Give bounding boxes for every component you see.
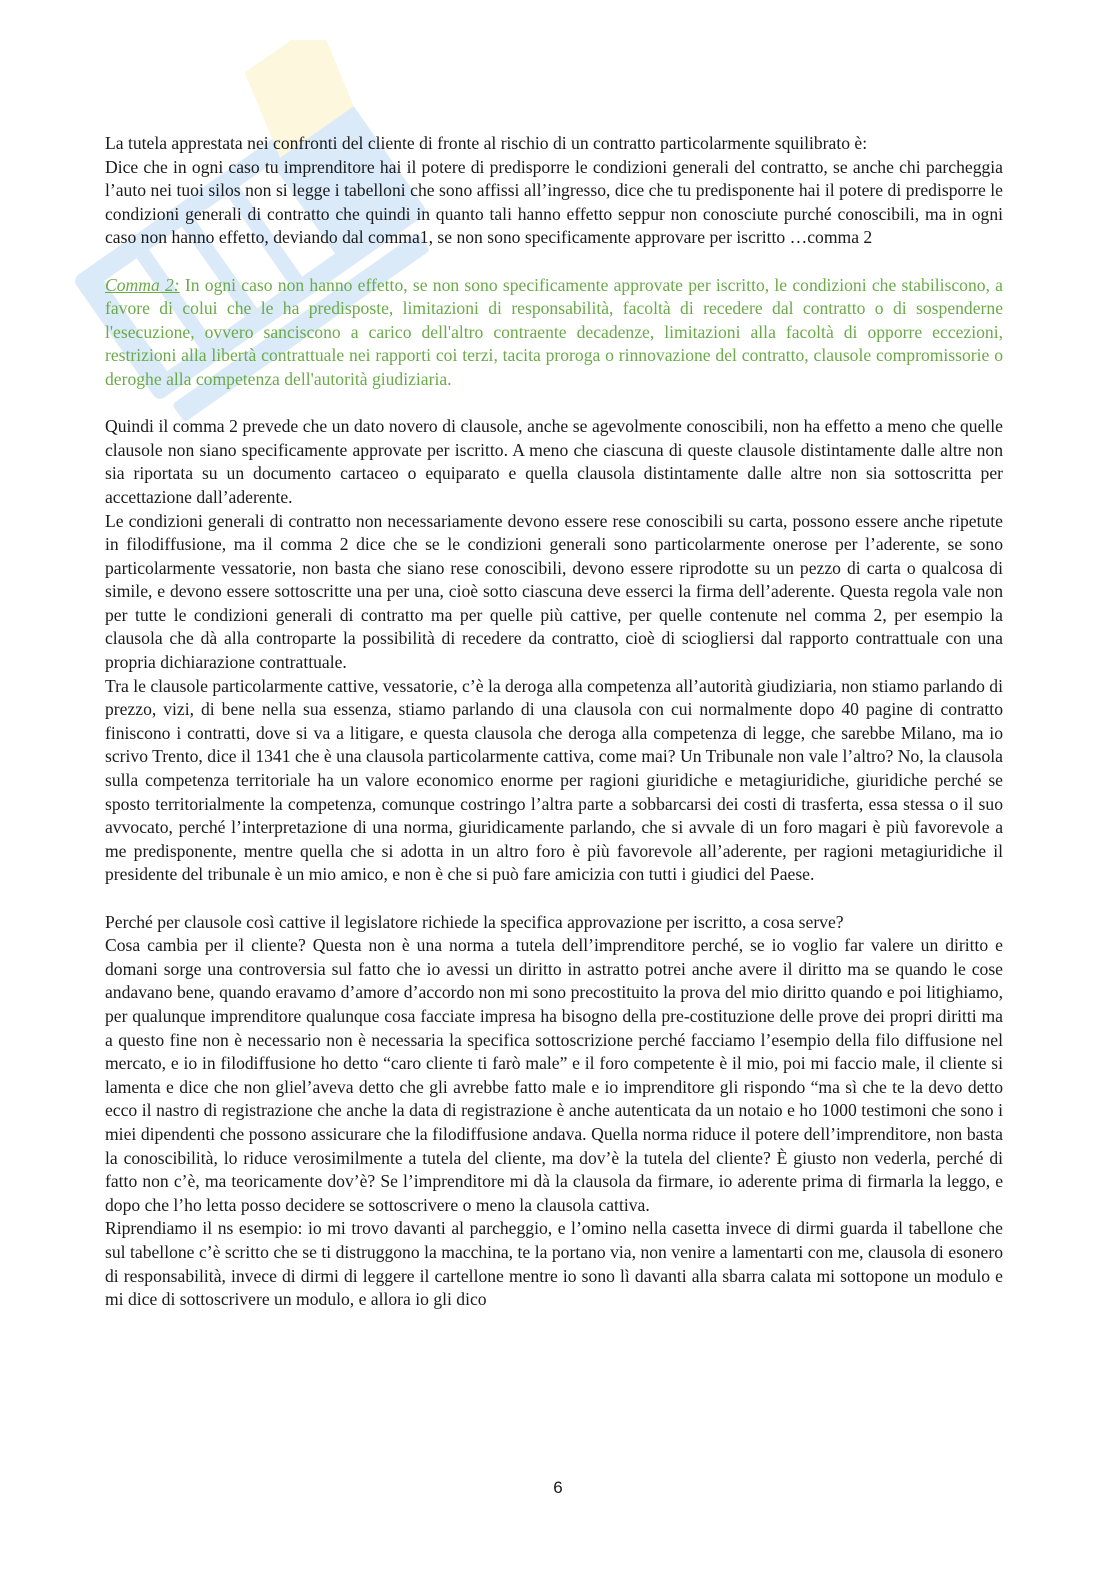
paragraph-general-conditions: Le condizioni generali di contratto non necessariamente devono essere rese conoscibili su carta, possono essere anche ripetute in filodiffusione, ma il comma 2 dice che se le condizioni generali sono particolarmente onerose per l’aderente, se sono particolarmente vessatorie, non basta che siano rese conoscibili, devono essere riprodotte su un pezzo di carta o qualcosa di simile, e devono essere sottoscritte una per una, cioè sotto ciascuna deve esserci la firma dell’aderente. Questa regola vale non per tutte le condizioni generali di contratto ma per quelle più cattive, per quelle contenute nel comma 2, per esempio la clausola che dà alla controparte la possibilità di recedere da contratto, cioè di sciogliersi dal rapporto contrattuale con una propria dichiarazione contrattuale. (105, 510, 1003, 673)
spacer (105, 887, 1003, 911)
paragraph-explanation: Dice che in ogni caso tu imprenditore hai il potere di predisporre le condizioni generali del contratto, se anche chi parcheggia l’auto nei tuoi silos non si legge i tabelloni che sono affissi all’ingresso, dice che tu predisponente hai il potere di predisporre le condizioni generali di contratto che quindi in quanto tali hanno effetto seppur non conosciute purché conoscibili, ma in ogni caso non hanno effetto, deviando dal comma1, se non sono specificamente approvare per iscritto …comma 2 (105, 156, 1003, 248)
comma-2-quote (105, 274, 1003, 392)
paragraph-comma-2-summary: Quindi il comma 2 prevede che un dato novero di clausole, anche se agevolmente conoscibili, non ha effetto a meno che quelle clausole non siano specificamente approvate per iscritto. A meno che ciascuna di queste clausole distintamente dalle altre non sia riportata su un documento cartaceo o equiparato e quella clausola distintamente dalle altre non sia sottoscritta per accettazione dall’aderente. (105, 416, 1003, 507)
paragraph-question: Perché per clausole così cattive il legislatore richiede la specifica approvazione per iscritto, a cosa serve? (105, 911, 844, 932)
page-number: 6 (553, 1478, 563, 1497)
spacer (105, 392, 1003, 416)
paragraph-intro: La tutela apprestata nei confronti del cliente di fronte al rischio di un contratto particolarmente squilibrato è: (105, 133, 868, 153)
paragraph-parking-example: Riprendiamo il ns esempio: io mi trovo davanti al parcheggio, e l’omino nella casetta invece di dirmi guarda il tabellone che sul tabellone c’è scritto che se ti distruggono la macchina, te la portano via, non venire a lamentarti con me, clausola di esonero di responsabilità, invece di dirmi di leggere il cartellone mentre io sono lì davanti alla sbarra calata mi sottopone un modulo e mi dice di sottoscrivere un modulo, e allora io gli dico (105, 1218, 1003, 1310)
comma-2-label: Comma 2: (105, 274, 180, 295)
paragraph-client-protection: Cosa cambia per il cliente? Questa non è una norma a tutela dell’imprenditore perché, se io voglio far valere un diritto e domani sorge una controversia sul fatto che io avessi un diritto in astratto potrei anche avere il diritto ma se quando le cose andavano bene, quando eravamo d’amore d’accordo non mi sono precostituito la prova del mio diritto quando e poi litighiamo, per qualunque imprenditore qualunque cosa facciate impresa ha bisogno della pre-costituzione delle prove dei propri diritti ma a questo fine non è necessario non è necessaria la specifica sottoscrizione perché facciamo l’esempio della filo diffusione nel mercato, e io in filodiffusione ho detto “caro cliente ti farò male” e il foro competente è il mio, poi mi faccio male, il cliente si lamenta e dice che non gliel’aveva detto che gli avrebbe fatto male e io imprenditore gli rispondo “ma sì che te la devo detto ecco il nastro di registrazione che anche la data di registrazione è anche autenticata da un notaio e ho 1000 testimoni che sono i miei dipendenti che possono assicurare che la filodiffusione andava. Quella norma riduce il potere dell’imprenditore, non basta la conoscibilità, lo riduce verosimilmente a tutela del cliente, ma dov’è la tutela del cliente? È giusto non vederla, perché di fatto non c’è, ma teoricamente dov’è? Se l’imprenditore mi dà la clausola da firmare, io aderente prima di firmarla la leggo, e dopo che l’ho letta posso decidere se sottoscrivere o meno la clausola cattiva. (105, 935, 1003, 1215)
paragraph-vexatory-clauses: Tra le clausole particolarmente cattive, vessatorie, c’è la deroga alla competenza all’autorità giudiziaria, non stiamo parlando di prezzo, vizi, di bene nella sua essenza, stiamo parlando di una clausola con cui normalmente dopo 40 pagine di contratto finiscono i contratti, dove si va a litigare, e questa clausola che deroga alla competenza di legge, che sarebbe Milano, ma io scrivo Trento, dice il 1341 che è una clausola particolarmente cattiva, come mai? Un Tribunale non vale l’altro? No, la clausola sulla competenza territoriale ha un valore economico enorme per ragioni giuridiche e metagiuridiche, giuridiche perché se sposto territorialmente la competenza, comunque costringo l’altra parte a sobbarcarsi dei costi di trasferta, essa stessa o il suo avvocato, perché l’interpretazione di una norma, giuridicamente parlando, che si avvale di un foro magari è più favorevole a me predisponente, mentre quella che si adotta in un altro foro è più favorevole all’aderente, per ragioni metagiuridiche il presidente del tribunale è un mio amico, e non è che si può fare amicizia con tutti i giudici del Paese. (105, 675, 1003, 885)
document-body (105, 132, 1003, 1312)
comma-2-text: In ogni caso non hanno effetto, se non sono specificamente approvate per iscritto, le condizioni che stabiliscono, a favore di colui che le ha predisposte, limitazioni di responsabilità, facoltà di recedere dal contratto o di sospenderne l'esecuzione, ovvero sanciscono a carico dell'altro contraente decadenze, limitazioni alla facoltà di opporre eccezioni, restrizioni alla libertà contrattuale nei rapporti coi terzi, tacita proroga o rinnovazione del contratto, clausole compromissorie o deroghe alla competenza dell'autorità giudiziaria. (105, 274, 1003, 389)
spacer (105, 250, 1003, 274)
